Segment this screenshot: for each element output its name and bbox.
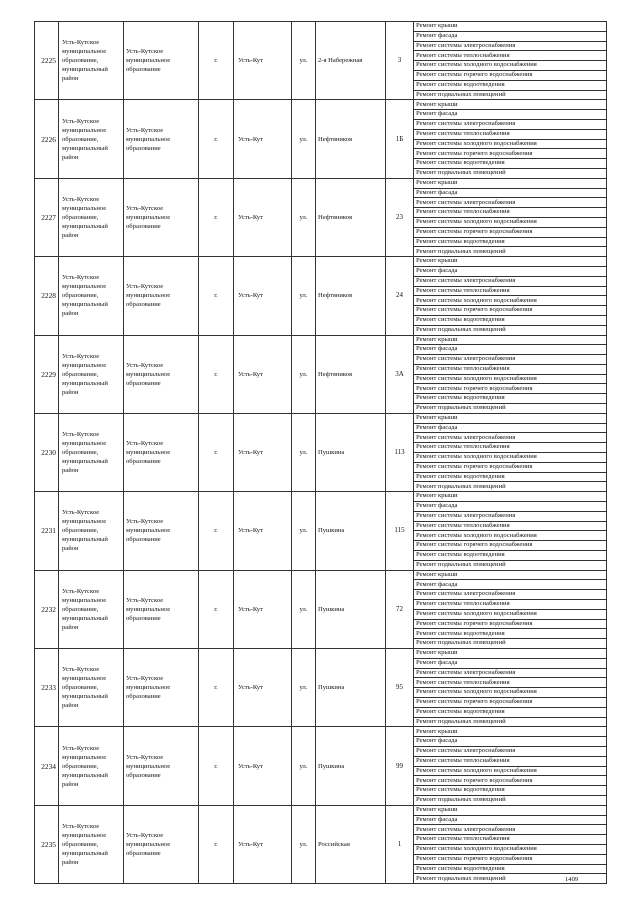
cell-settlement-type: г. [199,335,234,413]
cell-work-type: Ремонт системы электроснабжения [414,433,607,443]
cell-municipality: Усть-Кутское муниципальное образование, муниципальный район [59,335,124,413]
cell-work-type: Ремонт системы электроснабжения [414,119,607,129]
cell-settlement-type: г. [199,257,234,335]
cell-work-type: Ремонт крыши [414,805,607,815]
cell-city: Усть-Кут [234,257,292,335]
cell-settlement-type: г. [199,22,234,100]
cell-settlement: Усть-Кутское муниципальное образование [124,22,199,100]
cell-street-type: ул. [292,257,316,335]
cell-work-type: Ремонт системы электроснабжения [414,746,607,756]
cell-work-type: Ремонт подвальных помещений [414,168,607,178]
table-row [35,335,607,345]
cell-city: Усть-Кут [234,100,292,178]
cell-street: Пушкина [316,727,386,805]
cell-work-type: Ремонт системы теплоснабжения [414,51,607,61]
cell-house: 115 [386,492,414,570]
cell-work-type: Ремонт системы теплоснабжения [414,521,607,531]
cell-house: 24 [386,257,414,335]
cell-work-type: Ремонт системы электроснабжения [414,668,607,678]
cell-work-type: Ремонт системы водоотведения [414,864,607,874]
cell-settlement: Усть-Кутское муниципальное образование [124,649,199,727]
cell-house: 1Б [386,100,414,178]
cell-work-type: Ремонт крыши [414,335,607,345]
cell-work-type: Ремонт системы теплоснабжения [414,286,607,296]
cell-work-type: Ремонт системы теплоснабжения [414,756,607,766]
cell-city: Усть-Кут [234,413,292,491]
cell-work-type: Ремонт системы электроснабжения [414,511,607,521]
table-row [35,257,607,267]
cell-work-type: Ремонт фасада [414,815,607,825]
cell-work-type: Ремонт системы горячего водоснабжения [414,854,607,864]
cell-street-type: ул. [292,492,316,570]
cell-work-type: Ремонт системы холодного водоснабжения [414,609,607,619]
cell-work-type: Ремонт крыши [414,257,607,267]
cell-number: 2225 [35,22,59,100]
cell-work-type: Ремонт системы электроснабжения [414,198,607,208]
cell-street-type: ул. [292,100,316,178]
cell-work-type: Ремонт системы теплоснабжения [414,364,607,374]
cell-work-type: Ремонт системы водоотведения [414,315,607,325]
cell-work-type: Ремонт системы горячего водоснабжения [414,149,607,159]
cell-city: Усть-Кут [234,570,292,648]
cell-house: 3А [386,335,414,413]
cell-house: 23 [386,178,414,256]
cell-municipality: Усть-Кутское муниципальное образование, муниципальный район [59,413,124,491]
cell-settlement: Усть-Кутское муниципальное образование [124,100,199,178]
cell-city: Усть-Кут [234,335,292,413]
cell-work-type: Ремонт системы горячего водоснабжения [414,541,607,551]
cell-municipality: Усть-Кутское муниципальное образование, муниципальный район [59,805,124,883]
cell-number: 2235 [35,805,59,883]
cell-work-type: Ремонт системы холодного водоснабжения [414,688,607,698]
cell-number: 2233 [35,649,59,727]
cell-street: Нефтяников [316,178,386,256]
cell-work-type: Ремонт подвальных помещений [414,90,607,100]
cell-settlement-type: г. [199,492,234,570]
cell-work-type: Ремонт системы горячего водоснабжения [414,776,607,786]
cell-number: 2229 [35,335,59,413]
cell-work-type: Ремонт системы теплоснабжения [414,678,607,688]
cell-work-type: Ремонт системы холодного водоснабжения [414,139,607,149]
cell-municipality: Усть-Кутское муниципальное образование, муниципальный район [59,100,124,178]
cell-number: 2231 [35,492,59,570]
cell-number: 2227 [35,178,59,256]
cell-work-type: Ремонт фасада [414,345,607,355]
cell-number: 2230 [35,413,59,491]
cell-work-type: Ремонт системы электроснабжения [414,41,607,51]
cell-settlement-type: г. [199,805,234,883]
cell-municipality: Усть-Кутское муниципальное образование, муниципальный район [59,570,124,648]
cell-work-type: Ремонт системы горячего водоснабжения [414,70,607,80]
cell-work-type: Ремонт системы электроснабжения [414,276,607,286]
cell-work-type: Ремонт крыши [414,649,607,659]
cell-work-type: Ремонт фасада [414,658,607,668]
cell-work-type: Ремонт системы горячего водоснабжения [414,619,607,629]
table-row [35,22,607,32]
cell-city: Усть-Кут [234,492,292,570]
cell-work-type: Ремонт фасада [414,502,607,512]
table-row [35,413,607,423]
cell-work-type: Ремонт системы водоотведения [414,551,607,561]
cell-street: Нефтяников [316,257,386,335]
cell-city: Усть-Кут [234,22,292,100]
cell-work-type: Ремонт системы теплоснабжения [414,208,607,218]
table-row [35,100,607,110]
cell-number: 2228 [35,257,59,335]
cell-municipality: Усть-Кутское муниципальное образование, муниципальный район [59,178,124,256]
cell-street-type: ул. [292,649,316,727]
cell-settlement: Усть-Кутское муниципальное образование [124,413,199,491]
cell-municipality: Усть-Кутское муниципальное образование, муниципальный район [59,492,124,570]
cell-work-type: Ремонт подвальных помещений [414,247,607,257]
cell-work-type: Ремонт системы водоотведения [414,707,607,717]
cell-city: Усть-Кут [234,805,292,883]
cell-settlement-type: г. [199,649,234,727]
cell-settlement: Усть-Кутское муниципальное образование [124,727,199,805]
cell-street: Нефтяников [316,335,386,413]
cell-house: 3 [386,22,414,100]
cell-work-type: Ремонт фасада [414,266,607,276]
cell-city: Усть-Кут [234,178,292,256]
cell-municipality: Усть-Кутское муниципальное образование, муниципальный район [59,649,124,727]
cell-work-type: Ремонт системы холодного водоснабжения [414,766,607,776]
cell-work-type: Ремонт системы горячего водоснабжения [414,227,607,237]
table-row [35,570,607,580]
cell-street-type: ул. [292,22,316,100]
cell-city: Усть-Кут [234,649,292,727]
cell-work-type: Ремонт крыши [414,178,607,188]
cell-work-type: Ремонт системы электроснабжения [414,355,607,365]
cell-work-type: Ремонт крыши [414,413,607,423]
cell-street: Пушкина [316,649,386,727]
cell-street: Российская [316,805,386,883]
cell-municipality: Усть-Кутское муниципальное образование, муниципальный район [59,257,124,335]
cell-street-type: ул. [292,570,316,648]
cell-work-type: Ремонт крыши [414,22,607,32]
cell-house: 95 [386,649,414,727]
cell-city: Усть-Кут [234,727,292,805]
cell-work-type: Ремонт фасада [414,580,607,590]
cell-settlement-type: г. [199,100,234,178]
cell-work-type: Ремонт подвальных помещений [414,325,607,335]
cell-work-type: Ремонт системы водоотведения [414,80,607,90]
cell-work-type: Ремонт системы холодного водоснабжения [414,296,607,306]
cell-street: Нефтяников [316,100,386,178]
cell-settlement-type: г. [199,178,234,256]
cell-work-type: Ремонт подвальных помещений [414,717,607,727]
cell-work-type: Ремонт системы теплоснабжения [414,129,607,139]
cell-work-type: Ремонт подвальных помещений [414,560,607,570]
cell-work-type: Ремонт системы горячего водоснабжения [414,306,607,316]
cell-work-type: Ремонт системы теплоснабжения [414,835,607,845]
cell-street: Пушкина [316,570,386,648]
cell-work-type: Ремонт системы водоотведения [414,159,607,169]
cell-work-type: Ремонт системы горячего водоснабжения [414,697,607,707]
cell-work-type: Ремонт системы горячего водоснабжения [414,462,607,472]
cell-house: 1 [386,805,414,883]
table-row [35,178,607,188]
cell-work-type: Ремонт системы холодного водоснабжения [414,61,607,71]
cell-work-type: Ремонт системы холодного водоснабжения [414,217,607,227]
cell-work-type: Ремонт подвальных помещений [414,795,607,805]
cell-work-type: Ремонт крыши [414,492,607,502]
cell-work-type: Ремонт фасада [414,110,607,120]
cell-work-type: Ремонт системы холодного водоснабжения [414,844,607,854]
cell-settlement-type: г. [199,413,234,491]
repair-program-table [34,21,607,884]
table-row [35,492,607,502]
cell-work-type: Ремонт системы теплоснабжения [414,600,607,610]
cell-street: Пушкина [316,492,386,570]
cell-work-type: Ремонт системы холодного водоснабжения [414,453,607,463]
cell-number: 2232 [35,570,59,648]
cell-work-type: Ремонт системы холодного водоснабжения [414,374,607,384]
cell-house: 99 [386,727,414,805]
table-row [35,727,607,737]
cell-work-type: Ремонт системы водоотведения [414,786,607,796]
cell-street-type: ул. [292,727,316,805]
page-number: 1409 [565,876,579,883]
cell-house: 72 [386,570,414,648]
cell-work-type: Ремонт системы водоотведения [414,629,607,639]
cell-work-type: Ремонт системы теплоснабжения [414,443,607,453]
cell-street-type: ул. [292,805,316,883]
cell-work-type: Ремонт фасада [414,188,607,198]
cell-work-type: Ремонт фасада [414,423,607,433]
table-row [35,805,607,815]
cell-street: 2-я Набережная [316,22,386,100]
cell-work-type: Ремонт крыши [414,727,607,737]
cell-work-type: Ремонт подвальных помещений [414,404,607,414]
cell-settlement: Усть-Кутское муниципальное образование [124,570,199,648]
cell-work-type: Ремонт крыши [414,570,607,580]
cell-settlement: Усть-Кутское муниципальное образование [124,178,199,256]
cell-work-type: Ремонт подвальных помещений [414,639,607,649]
cell-work-type: Ремонт системы электроснабжения [414,590,607,600]
cell-street-type: ул. [292,178,316,256]
cell-settlement-type: г. [199,570,234,648]
cell-street-type: ул. [292,413,316,491]
cell-municipality: Усть-Кутское муниципальное образование, муниципальный район [59,22,124,100]
cell-house: 113 [386,413,414,491]
cell-settlement: Усть-Кутское муниципальное образование [124,805,199,883]
cell-work-type: Ремонт подвальных помещений [414,482,607,492]
cell-street-type: ул. [292,335,316,413]
cell-work-type: Ремонт системы горячего водоснабжения [414,384,607,394]
cell-work-type: Ремонт системы водоотведения [414,237,607,247]
cell-street: Пушкина [316,413,386,491]
cell-work-type: Ремонт системы электроснабжения [414,825,607,835]
cell-work-type: Ремонт фасада [414,737,607,747]
cell-work-type: Ремонт крыши [414,100,607,110]
cell-work-type: Ремонт системы водоотведения [414,472,607,482]
cell-work-type: Ремонт фасада [414,31,607,41]
cell-work-type: Ремонт системы водоотведения [414,394,607,404]
cell-settlement: Усть-Кутское муниципальное образование [124,492,199,570]
cell-settlement: Усть-Кутское муниципальное образование [124,335,199,413]
cell-settlement-type: г. [199,727,234,805]
cell-number: 2234 [35,727,59,805]
cell-work-type: Ремонт системы холодного водоснабжения [414,531,607,541]
table-row [35,649,607,659]
cell-work-type: Ремонт подвальных помещений [414,874,607,884]
cell-number: 2226 [35,100,59,178]
table-body [35,22,607,884]
cell-settlement: Усть-Кутское муниципальное образование [124,257,199,335]
cell-municipality: Усть-Кутское муниципальное образование, муниципальный район [59,727,124,805]
